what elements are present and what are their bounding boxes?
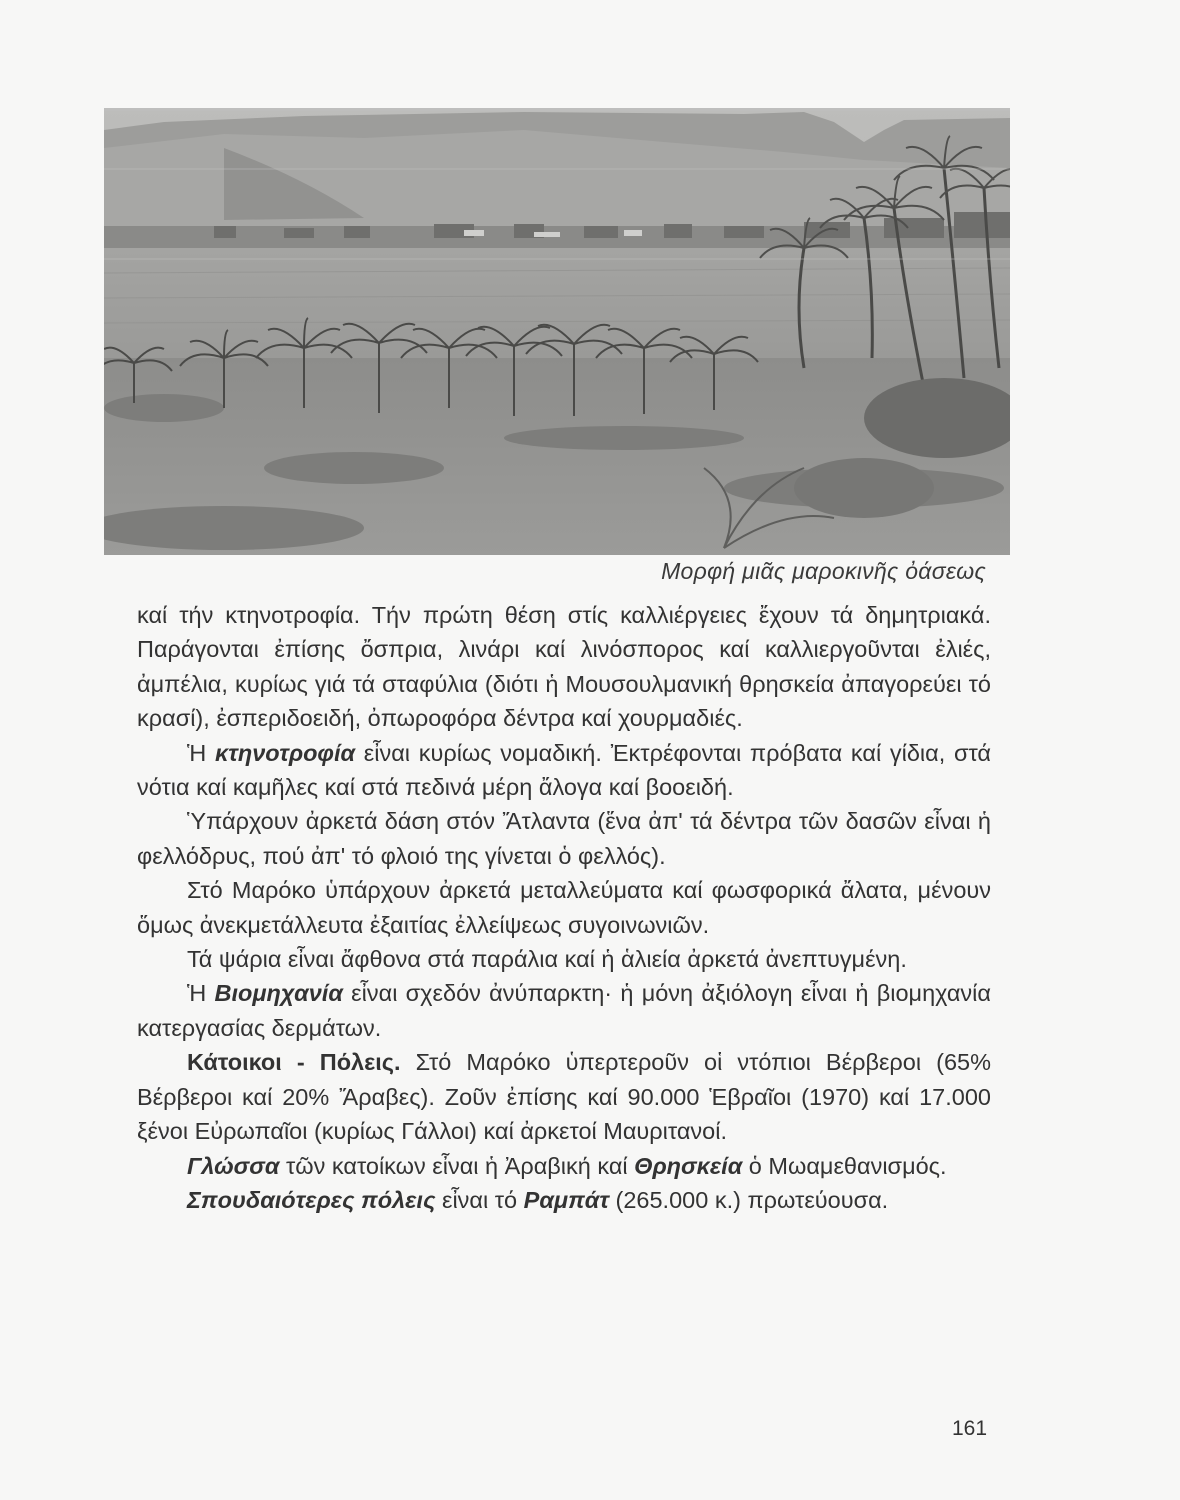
paragraph-rest: εἶναι κυρίως νομαδική. Ἐκτρέφονται πρόβατα καί γίδια, στά νότια καί καμῆλες καί στά πεδινά μέρη ἄλογα καί βοοειδή. (137, 739, 991, 801)
oasis-photo (104, 108, 1010, 555)
paragraph-language (137, 1149, 991, 1183)
paragraph-industry (137, 976, 991, 1045)
paragraph-lead: Ἡ (187, 739, 215, 766)
paragraph-mid: τῶν κατοίκων εἶναι ἡ Ἀραβική καί (279, 1152, 635, 1179)
paragraph-rest: Στό Μαρόκο ὑπερτεροῦν οἱ ντόπιοι Βέρβεροι (65% Βέρβεροι καί 20% Ἄραβες). Ζοῦν ἐπίσης καί 90.000 Ἑβραῖοι (1970) καί 17.000 ξένοι Εὐρωπαῖοι (κυρίως Γάλλοι) καί ἀρκετοί Μαυριτανοί. (137, 1049, 992, 1145)
term-religion: Θρησκεία (634, 1152, 743, 1179)
paragraph-rest: (265.000 κ.) πρωτεύουσα. (608, 1186, 889, 1213)
paragraph-cities (137, 1183, 991, 1217)
term-population: Κάτοικοι - Πόλεις. (187, 1049, 401, 1076)
paragraph-population (137, 1045, 991, 1148)
paragraph-minerals: Στό Μαρόκο ὑπάρχουν ἀρκετά μεταλλεύματα καί φωσφορικά ἄλατα, μένουν ὅμως ἀνεκμετάλλευτα ἐξαιτίας ἐλλείψεως συγοινωνιῶν. (137, 877, 991, 938)
term-rabat: Ραμπάτ (523, 1186, 609, 1213)
paragraph-agriculture: καί τήν κτηνοτροφία. Τήν πρώτη θέση στίς καλλιέργειες ἔχουν τά δημητριακά. Παράγονται ἐπίσης ὄσπρια, λινάρι καί λινόσπορος καί καλλιεργοῦνται ἐλιές, ἀμπέλια, κυρίως γιά τά σταφύλια (διότι ἡ Μουσουλμανική θρησκεία ἀπαγορεύει τό κρασί), ἐσπεριδοειδή, ὀπωροφόρα δέντρα καί χουρμαδιές. (137, 602, 991, 732)
term-livestock: κτηνοτροφία (214, 739, 356, 766)
paragraph-rest: ὁ Μωαμεθανισμός. (742, 1152, 947, 1179)
body-text (137, 598, 991, 1217)
term-industry: Βιομηχανία (214, 980, 343, 1007)
paragraph-lead: Ἡ (187, 980, 215, 1007)
figure-caption: Μορφή μιᾶς μαροκινῆς ὀάσεως (661, 558, 986, 584)
paragraph-livestock (137, 736, 991, 805)
paragraph-fishing: Τά ψάρια εἶναι ἄφθονα στά παράλια καί ἡ ἁλιεία ἀρκετά ἀνεπτυγμένη. (187, 946, 907, 973)
paragraph-rest: εἶναι σχεδόν ἀνύπαρκτη· ἡ μόνη ἀξιόλογη εἶναι ἡ βιομηχανία κατεργασίας δερμάτων. (137, 980, 991, 1041)
paragraph-mid: εἶναι τό (435, 1186, 524, 1213)
page-number: 161 (952, 1417, 988, 1440)
term-language: Γλώσσα (187, 1152, 280, 1179)
term-cities: Σπουδαιότερες πόλεις (187, 1186, 436, 1213)
paragraph-forests: Ὑπάρχουν ἀρκετά δάση στόν Ἄτλαντα (ἕνα ἀπ' τά δέντρα τῶν δασῶν εἶναι ἡ φελλόδρυς, πού ἀπ' τό φλοιό της γίνεται ὁ φελλός). (137, 808, 991, 869)
